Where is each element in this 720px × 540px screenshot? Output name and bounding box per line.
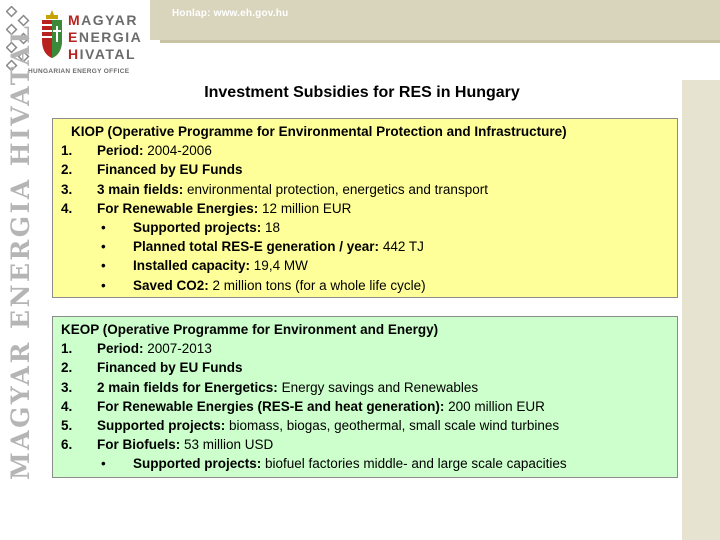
vertical-office-name: MAGYAR ENERGIA HIVATAL — [6, 23, 35, 480]
page-title: Investment Subsidies for RES in Hungary — [204, 84, 520, 101]
list-item: 5. Supported projects: biomass, biogas, geothermal, small scale wind turbines — [61, 417, 560, 433]
bullet-item: • Supported projects: 18 — [101, 219, 281, 235]
logo-cap-e: E — [68, 29, 79, 45]
logo-line1: AGYAR — [81, 12, 138, 28]
header-rule — [160, 40, 720, 43]
logo-cap-m: M — [68, 12, 82, 28]
keop-box — [52, 316, 678, 478]
list-item: 3. 2 main fields for Energetics: Energy savings and Renewables — [61, 379, 479, 395]
bullet-item: • Installed capacity: 19,4 MW — [101, 258, 308, 274]
logo-subtitle: HUNGARIAN ENERGY OFFICE — [28, 68, 130, 75]
list-item: 4. For Renewable Energies: 12 million EUR — [61, 200, 352, 216]
list-item: 6. For Biofuels: 53 million USD — [61, 437, 274, 453]
right-decor-strip — [682, 80, 720, 540]
bullet-item: • Planned total RES-E generation / year: 442 TJ — [101, 239, 424, 255]
bullet-item: • Supported projects: biofuel factories middle- and large scale capacities — [101, 456, 567, 472]
list-item: 2. Financed by EU Funds — [61, 360, 243, 376]
coat-of-arms-icon — [40, 10, 64, 60]
list-item: 3. 3 main fields: environmental protection, energetics and transport — [61, 181, 488, 197]
logo-name — [68, 12, 142, 63]
header-bar — [150, 0, 720, 40]
list-item: 1. Period: 2007-2013 — [61, 341, 212, 357]
logo-line3: IVATAL — [79, 46, 137, 62]
keop-heading: KEOP (Operative Programme for Environment and Energy) — [61, 322, 439, 337]
list-item: 2. Financed by EU Funds — [61, 162, 243, 178]
logo-line2: NERGIA — [78, 29, 143, 45]
kiop-box — [52, 118, 678, 298]
list-item: 4. For Renewable Energies (RES-E and heat generation): 200 million EUR — [61, 398, 545, 414]
list-item: 1. Period: 2004-2006 — [61, 143, 212, 159]
homepage-url: Honlap: www.eh.gov.hu — [172, 8, 289, 19]
kiop-heading: KIOP (Operative Programme for Environmental Protection and Infrastructure) — [71, 124, 567, 139]
logo-cap-h: H — [68, 46, 80, 62]
bullet-item: • Saved CO2: 2 million tons (for a whole life cycle) — [101, 277, 426, 293]
